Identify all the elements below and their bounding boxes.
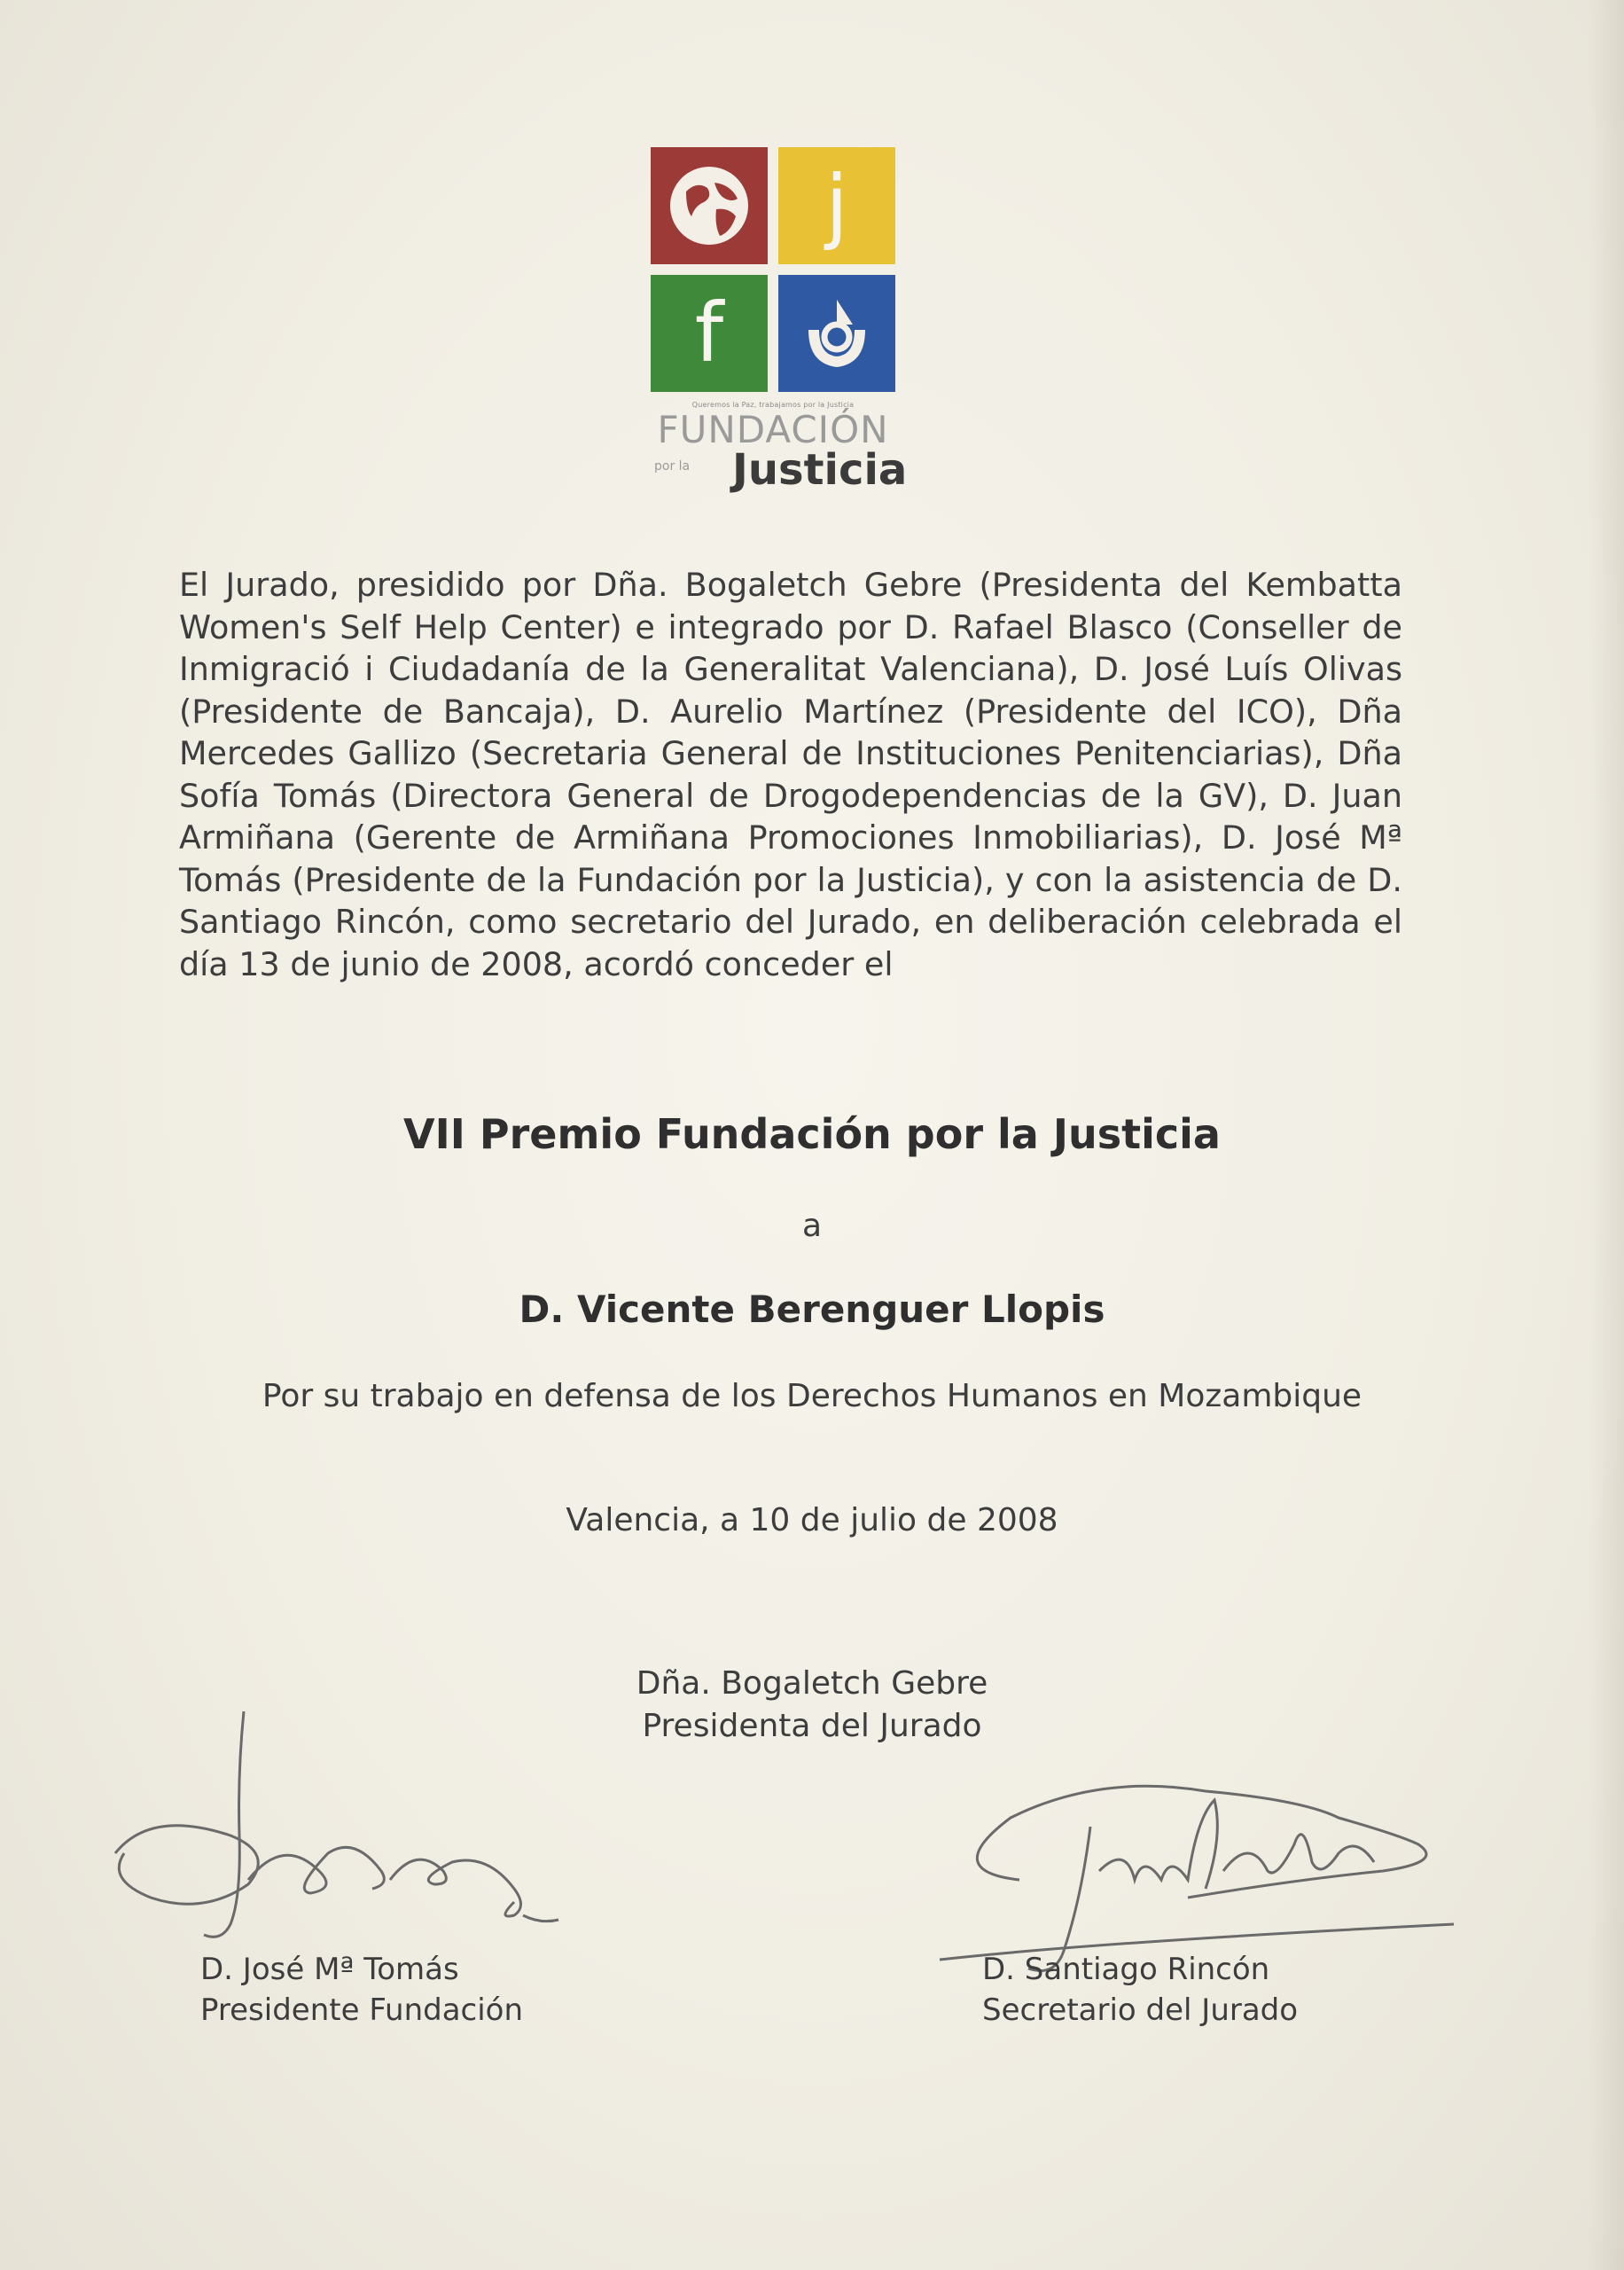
logo-tile-drop — [778, 275, 895, 392]
jury-statement-paragraph: El Jurado, presidido por Dña. Bogaletch Gebre (Presidenta del Kembatta Women's Self Help Center) e integrado por D. Rafael Blasco (Conseller de Inmigració i Ciudadanía de la Generalitat Valenciana), D. José Luís Olivas (Presidente de Bancaja), D. Aurelio Martínez (Presidente del ICO), Dña Mercedes Gallizo (Secretaria General de Instituciones Penitenciarias), Dña Sofía Tomás (Directora General de Drogodependencias de la GV), D. Juan Armiñana (Gerente de Armiñana Promociones Inmobiliarias), D. José Mª Tomás (Presidente de la Fundación por la Justicia), y con la asistencia de D. Santiago Rincón, como secretario del Jurado, en deliberación celebrada el día 13 de junio de 2008, acordó conceder el — [179, 566, 1402, 983]
signature-left — [98, 1702, 629, 1969]
logo-name-justicia: Justicia — [732, 445, 908, 495]
signer-jury-secretary — [982, 1949, 1298, 2031]
logo-tile-f — [651, 275, 768, 392]
logo-tile-j — [778, 147, 895, 264]
award-connector: a — [801, 1208, 823, 1244]
place-and-date: Valencia, a 10 de julio de 2008 — [566, 1502, 1058, 1538]
logo-tile-globe — [651, 147, 768, 264]
logo-letter-f: f — [694, 286, 724, 380]
award-recipient: D. Vicente Berenguer Llopis — [519, 1288, 1105, 1331]
logo-tagline: Queremos la Paz, trabajamos por la Justicia — [691, 401, 855, 409]
logo-letter-j: j — [825, 158, 848, 253]
award-title: VII Premio Fundación por la Justicia — [403, 1110, 1221, 1158]
drop-hands-icon — [778, 275, 895, 392]
foundation-president-name: D. José Mª Tomás — [200, 1952, 459, 1987]
jury-secretary-name: D. Santiago Rincón — [982, 1952, 1270, 1987]
jury-president-role: Presidenta del Jurado — [642, 1708, 982, 1744]
logo-name-por-la: por la — [654, 459, 691, 474]
foundation-logo — [651, 147, 908, 502]
logo-name-fundacion: FUNDACIÓN — [657, 408, 889, 451]
signer-foundation-president — [200, 1949, 523, 2031]
jury-secretary-role: Secretario del Jurado — [982, 1992, 1299, 2028]
foundation-president-role: Presidente Fundación — [200, 1992, 524, 2028]
award-reason: Por su trabajo en defensa de los Derechos Humanos en Mozambique — [262, 1378, 1362, 1414]
globe-icon — [651, 147, 768, 264]
jury-president-name: Dña. Bogaletch Gebre — [636, 1665, 988, 1702]
